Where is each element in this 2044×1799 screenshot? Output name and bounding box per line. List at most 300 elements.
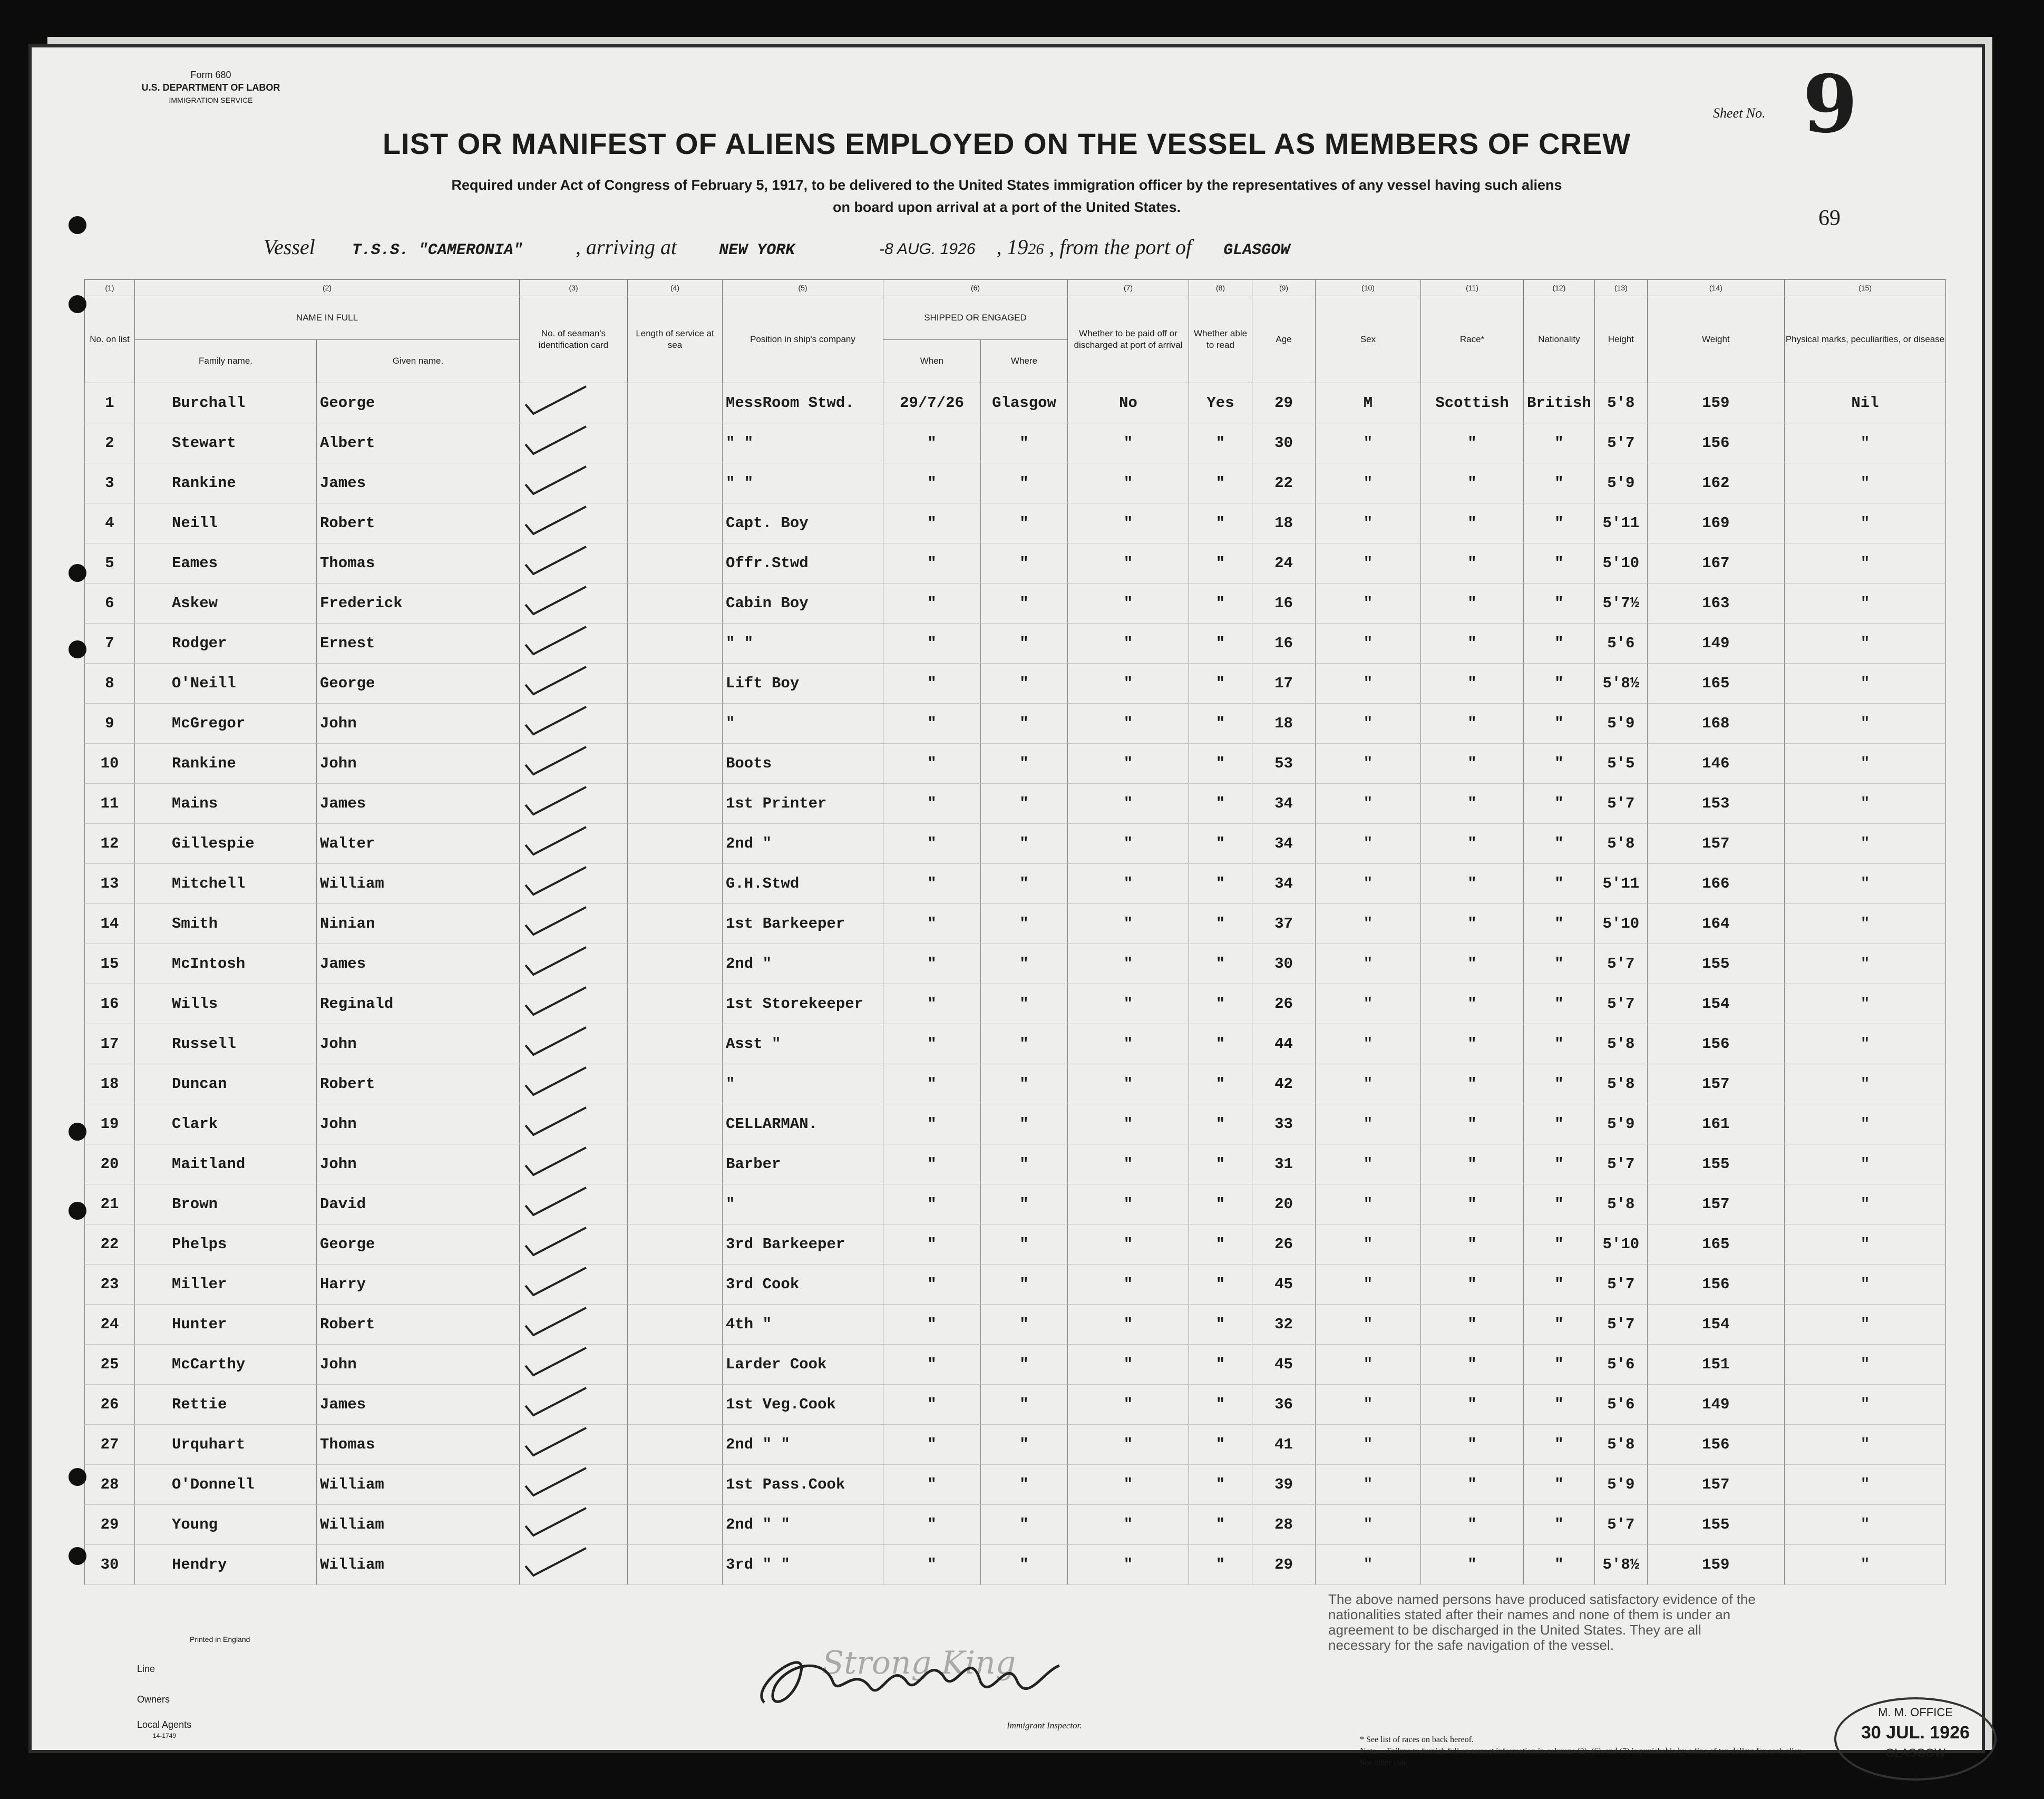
vessel-name: T.S.S. "CAMERONIA" xyxy=(352,241,523,259)
subtitle-line-2: on board upon arrival at a port of the United States. xyxy=(832,199,1181,215)
given-name: George xyxy=(317,1224,520,1265)
checkmark-icon xyxy=(523,864,597,899)
nationality: " xyxy=(1524,543,1595,584)
given-name: John xyxy=(317,1104,520,1144)
row-number: 27 xyxy=(85,1425,135,1465)
given-name: John xyxy=(317,704,520,744)
family-name: Smith xyxy=(135,904,317,944)
physical-marks: " xyxy=(1784,1265,1945,1305)
age: 33 xyxy=(1252,1104,1316,1144)
given-name: William xyxy=(317,1465,520,1505)
nationality: " xyxy=(1524,1224,1595,1265)
height: 5'8 xyxy=(1594,1064,1647,1104)
race: " xyxy=(1421,1104,1524,1144)
row-number: 3 xyxy=(85,463,135,503)
row-number: 24 xyxy=(85,1305,135,1345)
paid-off: " xyxy=(1068,1385,1189,1425)
height: 5'10 xyxy=(1594,1224,1647,1265)
nationality: " xyxy=(1524,1305,1595,1345)
family-name: Wills xyxy=(135,984,317,1024)
paid-off: " xyxy=(1068,1545,1189,1585)
family-name: McCarthy xyxy=(135,1345,317,1385)
given-name: Robert xyxy=(317,1064,520,1104)
shipped-where: " xyxy=(981,1505,1068,1545)
stamp-date: 30 JUL. 1926 xyxy=(1861,1723,1970,1743)
physical-marks: " xyxy=(1784,503,1945,543)
weight: 162 xyxy=(1647,463,1784,503)
table-row xyxy=(85,904,1946,944)
nationality: " xyxy=(1524,984,1595,1024)
shipped-when: " xyxy=(883,664,981,704)
header-physical-marks: Physical marks, peculiarities, or disease xyxy=(1784,296,1945,383)
sex: " xyxy=(1316,864,1421,904)
shipped-where: " xyxy=(981,1184,1068,1224)
table-row xyxy=(85,503,1946,543)
service-length xyxy=(628,864,723,904)
shipped-when: " xyxy=(883,944,981,984)
shipped-where: " xyxy=(981,984,1068,1024)
id-card-check xyxy=(520,543,628,584)
checkmark-icon xyxy=(523,1345,597,1379)
family-name: O'Donnell xyxy=(135,1465,317,1505)
given-name: George xyxy=(317,383,520,423)
physical-marks: " xyxy=(1784,864,1945,904)
id-card-check xyxy=(520,1064,628,1104)
paid-off: " xyxy=(1068,1505,1189,1545)
height: 5'10 xyxy=(1594,543,1647,584)
given-name: William xyxy=(317,1505,520,1545)
checkmark-icon xyxy=(523,824,597,859)
position: " " xyxy=(723,423,883,463)
office-stamp xyxy=(1834,1697,1997,1781)
shipped-when: " xyxy=(883,1104,981,1144)
able-to-read: " xyxy=(1189,543,1252,584)
physical-marks: " xyxy=(1784,584,1945,624)
weight: 149 xyxy=(1647,624,1784,664)
table-row xyxy=(85,1425,1946,1465)
physical-marks: " xyxy=(1784,1064,1945,1104)
service-length xyxy=(628,1505,723,1545)
position: Capt. Boy xyxy=(723,503,883,543)
table-row xyxy=(85,744,1946,784)
shipped-when: " xyxy=(883,984,981,1024)
shipped-when: " xyxy=(883,824,981,864)
table-row xyxy=(85,1465,1946,1505)
service-length xyxy=(628,1144,723,1184)
weight: 151 xyxy=(1647,1345,1784,1385)
given-name: John xyxy=(317,1024,520,1064)
position: Cabin Boy xyxy=(723,584,883,624)
shipped-where: " xyxy=(981,864,1068,904)
id-card-check xyxy=(520,624,628,664)
position: G.H.Stwd xyxy=(723,864,883,904)
fine-note: Note.—Failure to furnish full or correct information in columns (2), (6), and (7) is punishable by a fine of ten dollars for each alien. See other side. xyxy=(1360,1747,1804,1767)
row-number: 30 xyxy=(85,1545,135,1585)
shipped-where: " xyxy=(981,904,1068,944)
nationality: " xyxy=(1524,1425,1595,1465)
id-card-check xyxy=(520,824,628,864)
binder-hole xyxy=(69,216,86,234)
family-name: Clark xyxy=(135,1104,317,1144)
header-able-to-read: Whether able to read xyxy=(1189,296,1252,383)
service-length xyxy=(628,584,723,624)
id-card-check xyxy=(520,1545,628,1585)
row-number: 17 xyxy=(85,1024,135,1064)
form-service: IMMIGRATION SERVICE xyxy=(169,96,253,104)
service-length xyxy=(628,423,723,463)
checkmark-icon xyxy=(523,1064,597,1099)
sex: " xyxy=(1316,1104,1421,1144)
row-number: 20 xyxy=(85,1144,135,1184)
race: " xyxy=(1421,1465,1524,1505)
given-name: John xyxy=(317,1345,520,1385)
paid-off: " xyxy=(1068,904,1189,944)
row-number: 15 xyxy=(85,944,135,984)
height: 5'7 xyxy=(1594,1305,1647,1345)
service-length xyxy=(628,1064,723,1104)
row-number: 11 xyxy=(85,784,135,824)
height: 5'7 xyxy=(1594,784,1647,824)
shipped-when: " xyxy=(883,1064,981,1104)
physical-marks: " xyxy=(1784,1425,1945,1465)
table-row xyxy=(85,704,1946,744)
nationality: " xyxy=(1524,503,1595,543)
service-length xyxy=(628,383,723,423)
race: " xyxy=(1421,1184,1524,1224)
given-name: John xyxy=(317,744,520,784)
checkmark-icon xyxy=(523,1385,597,1419)
header-no-on-list: No. on list xyxy=(85,296,135,383)
table-row xyxy=(85,463,1946,503)
row-number: 6 xyxy=(85,584,135,624)
service-length xyxy=(628,704,723,744)
race: " xyxy=(1421,543,1524,584)
paid-off: " xyxy=(1068,824,1189,864)
height: 5'7 xyxy=(1594,1144,1647,1184)
position: Boots xyxy=(723,744,883,784)
binder-hole xyxy=(69,1468,86,1486)
table-row xyxy=(85,1144,1946,1184)
physical-marks: " xyxy=(1784,1224,1945,1265)
physical-marks: " xyxy=(1784,824,1945,864)
age: 45 xyxy=(1252,1345,1316,1385)
sex: " xyxy=(1316,1144,1421,1184)
header-name-in-full: NAME IN FULL xyxy=(135,296,520,340)
sex: " xyxy=(1316,1345,1421,1385)
nationality: " xyxy=(1524,864,1595,904)
age: 29 xyxy=(1252,1545,1316,1585)
col-num-5: (5) xyxy=(723,280,883,296)
height: 5'9 xyxy=(1594,463,1647,503)
nationality: " xyxy=(1524,1144,1595,1184)
page-number: 69 xyxy=(1818,206,1841,230)
shipped-when: " xyxy=(883,1265,981,1305)
row-number: 29 xyxy=(85,1505,135,1545)
able-to-read: " xyxy=(1189,1024,1252,1064)
id-card-check xyxy=(520,704,628,744)
line-label: Line xyxy=(137,1664,155,1674)
age: 18 xyxy=(1252,503,1316,543)
service-length xyxy=(628,1265,723,1305)
family-name: Brown xyxy=(135,1184,317,1224)
shipped-when: " xyxy=(883,423,981,463)
family-name: McGregor xyxy=(135,704,317,744)
weight: 157 xyxy=(1647,1064,1784,1104)
row-number: 9 xyxy=(85,704,135,744)
paid-off: " xyxy=(1068,1024,1189,1064)
weight: 156 xyxy=(1647,1024,1784,1064)
weight: 157 xyxy=(1647,824,1784,864)
shipped-where: " xyxy=(981,584,1068,624)
family-name: Burchall xyxy=(135,383,317,423)
position: Barber xyxy=(723,1144,883,1184)
height: 5'8 xyxy=(1594,824,1647,864)
id-card-check xyxy=(520,1024,628,1064)
vessel-line xyxy=(264,235,1792,259)
given-name: Robert xyxy=(317,503,520,543)
service-length xyxy=(628,1425,723,1465)
nationality: " xyxy=(1524,1385,1595,1425)
table-row xyxy=(85,1505,1946,1545)
checkmark-icon xyxy=(523,944,597,979)
shipped-when: " xyxy=(883,1184,981,1224)
height: 5'6 xyxy=(1594,624,1647,664)
row-number: 18 xyxy=(85,1064,135,1104)
family-name: Hunter xyxy=(135,1305,317,1345)
race: " xyxy=(1421,584,1524,624)
age: 17 xyxy=(1252,664,1316,704)
table-row xyxy=(85,624,1946,664)
height: 5'9 xyxy=(1594,1465,1647,1505)
col-num-10: (10) xyxy=(1316,280,1421,296)
row-number: 22 xyxy=(85,1224,135,1265)
physical-marks: " xyxy=(1784,984,1945,1024)
able-to-read: " xyxy=(1189,1545,1252,1585)
row-number: 21 xyxy=(85,1184,135,1224)
family-name: O'Neill xyxy=(135,664,317,704)
age: 45 xyxy=(1252,1265,1316,1305)
race: " xyxy=(1421,1425,1524,1465)
id-card-check xyxy=(520,1184,628,1224)
age: 18 xyxy=(1252,704,1316,744)
able-to-read: " xyxy=(1189,1385,1252,1425)
given-name: Harry xyxy=(317,1265,520,1305)
shipped-when: " xyxy=(883,1425,981,1465)
table-row xyxy=(85,1305,1946,1345)
weight: 155 xyxy=(1647,1144,1784,1184)
given-name: William xyxy=(317,864,520,904)
shipped-when: " xyxy=(883,704,981,744)
id-card-check xyxy=(520,904,628,944)
given-name: James xyxy=(317,1385,520,1425)
family-name: Duncan xyxy=(135,1064,317,1104)
family-name: Maitland xyxy=(135,1144,317,1184)
header-given-name: Given name. xyxy=(317,339,520,383)
weight: 166 xyxy=(1647,864,1784,904)
weight: 156 xyxy=(1647,1265,1784,1305)
weight: 165 xyxy=(1647,664,1784,704)
physical-marks: " xyxy=(1784,1144,1945,1184)
race: " xyxy=(1421,1144,1524,1184)
family-name: Mains xyxy=(135,784,317,824)
paid-off: " xyxy=(1068,864,1189,904)
able-to-read: " xyxy=(1189,984,1252,1024)
position: 3rd Barkeeper xyxy=(723,1224,883,1265)
weight: 164 xyxy=(1647,904,1784,944)
height: 5'8 xyxy=(1594,1024,1647,1064)
checkmark-icon xyxy=(523,1104,597,1139)
paid-off: " xyxy=(1068,503,1189,543)
shipped-when: " xyxy=(883,463,981,503)
sex: " xyxy=(1316,1505,1421,1545)
nationality: " xyxy=(1524,1345,1595,1385)
able-to-read: " xyxy=(1189,1265,1252,1305)
family-name: Gillespie xyxy=(135,824,317,864)
paid-off: " xyxy=(1068,584,1189,624)
physical-marks: " xyxy=(1784,784,1945,824)
family-name: Urquhart xyxy=(135,1425,317,1465)
table-row xyxy=(85,1345,1946,1385)
position: 1st Pass.Cook xyxy=(723,1465,883,1505)
weight: 163 xyxy=(1647,584,1784,624)
paid-off: " xyxy=(1068,744,1189,784)
weight: 168 xyxy=(1647,704,1784,744)
weight: 155 xyxy=(1647,944,1784,984)
sex: " xyxy=(1316,543,1421,584)
arrival-date-stamp: -8 AUG. 1926 xyxy=(879,240,976,258)
checkmark-icon xyxy=(523,1224,597,1259)
id-card-check xyxy=(520,463,628,503)
nationality: " xyxy=(1524,1104,1595,1144)
weight: 154 xyxy=(1647,1305,1784,1345)
binder-hole xyxy=(69,564,86,582)
height: 5'7 xyxy=(1594,1265,1647,1305)
owners-label: Owners xyxy=(137,1694,170,1705)
id-card-check xyxy=(520,1305,628,1345)
position: Offr.Stwd xyxy=(723,543,883,584)
table-row xyxy=(85,1184,1946,1224)
checkmark-icon xyxy=(523,784,597,819)
position: 4th " xyxy=(723,1305,883,1345)
shipped-where: " xyxy=(981,1144,1068,1184)
sex: " xyxy=(1316,1465,1421,1505)
nationality: " xyxy=(1524,824,1595,864)
weight: 157 xyxy=(1647,1184,1784,1224)
family-name: Mitchell xyxy=(135,864,317,904)
family-name: Rankine xyxy=(135,463,317,503)
age: 34 xyxy=(1252,824,1316,864)
given-name: George xyxy=(317,664,520,704)
height: 5'5 xyxy=(1594,744,1647,784)
weight: 149 xyxy=(1647,1385,1784,1425)
id-card-check xyxy=(520,1505,628,1545)
shipped-where: " xyxy=(981,1425,1068,1465)
age: 24 xyxy=(1252,543,1316,584)
family-name: Eames xyxy=(135,543,317,584)
id-card-check xyxy=(520,1104,628,1144)
race: " xyxy=(1421,984,1524,1024)
given-name: James xyxy=(317,463,520,503)
weight: 159 xyxy=(1647,1545,1784,1585)
row-number: 7 xyxy=(85,624,135,664)
table-row xyxy=(85,1064,1946,1104)
paid-off: " xyxy=(1068,664,1189,704)
binder-hole xyxy=(69,1547,86,1565)
position: 3rd " " xyxy=(723,1545,883,1585)
physical-marks: " xyxy=(1784,543,1945,584)
physical-marks: " xyxy=(1784,624,1945,664)
physical-marks: " xyxy=(1784,664,1945,704)
position: 1st Barkeeper xyxy=(723,904,883,944)
table-row xyxy=(85,543,1946,584)
service-length xyxy=(628,744,723,784)
nationality: British xyxy=(1524,383,1595,423)
row-number: 5 xyxy=(85,543,135,584)
service-length xyxy=(628,1385,723,1425)
physical-marks: " xyxy=(1784,1545,1945,1585)
col-num-15: (15) xyxy=(1784,280,1945,296)
age: 16 xyxy=(1252,584,1316,624)
able-to-read: " xyxy=(1189,824,1252,864)
position: MessRoom Stwd. xyxy=(723,383,883,423)
position: " xyxy=(723,704,883,744)
paid-off: " xyxy=(1068,704,1189,744)
race: " xyxy=(1421,864,1524,904)
height: 5'8½ xyxy=(1594,664,1647,704)
sex: " xyxy=(1316,1385,1421,1425)
subtitle-line-1: Required under Act of Congress of February 5, 1917, to be delivered to the United States immigration officer by the representatives of any vessel having such aliens xyxy=(451,177,1562,193)
sex: " xyxy=(1316,1224,1421,1265)
weight: 154 xyxy=(1647,984,1784,1024)
position: " " xyxy=(723,624,883,664)
shipped-where: " xyxy=(981,664,1068,704)
col-num-9: (9) xyxy=(1252,280,1316,296)
weight: 167 xyxy=(1647,543,1784,584)
shipped-when: " xyxy=(883,1144,981,1184)
height: 5'9 xyxy=(1594,704,1647,744)
nationality-notice: The above named persons have produced satisfactory evidence of the nationalities stated after their names and none of them is under an agreement to be discharged in the United States. They are all necessary for the safe navigation of the vessel. xyxy=(1328,1591,1756,1653)
age: 26 xyxy=(1252,984,1316,1024)
position: Asst " xyxy=(723,1024,883,1064)
checkmark-icon xyxy=(523,423,597,458)
id-card-check xyxy=(520,1345,628,1385)
shipped-where: " xyxy=(981,543,1068,584)
inspector-signature xyxy=(743,1623,1081,1724)
sheet-number: 9 xyxy=(1803,58,1858,151)
position: 1st Storekeeper xyxy=(723,984,883,1024)
sex: " xyxy=(1316,1024,1421,1064)
height: 5'7 xyxy=(1594,984,1647,1024)
shipped-where: " xyxy=(981,463,1068,503)
race: " xyxy=(1421,744,1524,784)
weight: 165 xyxy=(1647,1224,1784,1265)
sex: " xyxy=(1316,1305,1421,1345)
table-row xyxy=(85,1265,1946,1305)
race: " xyxy=(1421,784,1524,824)
year-prefix: , 19 xyxy=(996,235,1028,259)
id-card-check xyxy=(520,1265,628,1305)
sex: " xyxy=(1316,744,1421,784)
height: 5'8 xyxy=(1594,1425,1647,1465)
printed-in-england: Printed in England xyxy=(190,1635,250,1644)
family-name: Phelps xyxy=(135,1224,317,1265)
able-to-read: " xyxy=(1189,864,1252,904)
inspector-label: Immigrant Inspector. xyxy=(1007,1720,1082,1730)
nationality: " xyxy=(1524,463,1595,503)
race: " xyxy=(1421,904,1524,944)
able-to-read: " xyxy=(1189,1425,1252,1465)
shipped-where: " xyxy=(981,1465,1068,1505)
